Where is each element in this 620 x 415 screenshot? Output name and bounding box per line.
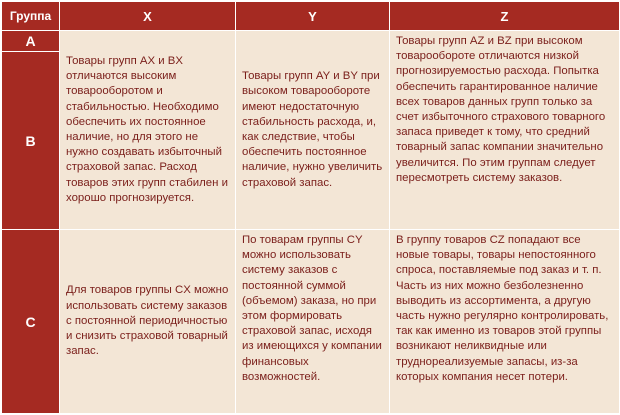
cell-bx bbox=[60, 31, 236, 230]
header-group: Группа bbox=[2, 2, 60, 31]
cell-by-text: Товары групп AY и BY при высоком товарообороте имеют недостаточную стабильность расхода, и, как следствие, чтобы обеспечить постоянное наличие, нужно увеличить страховой запас. bbox=[242, 70, 383, 189]
abc-xyz-matrix bbox=[1, 1, 620, 414]
row-label-a: A bbox=[2, 31, 60, 52]
cell-bz bbox=[390, 31, 620, 230]
row-label-c: C bbox=[2, 230, 60, 414]
cell-cz bbox=[390, 230, 620, 414]
header-z: Z bbox=[390, 2, 620, 31]
cell-cz-text: В группу товаров CZ попадают все новые товары, товары непостоянного спроса, поставляемые под заказ и т. п. Часть из них можно безболезненно выводить из ассортимента, а другую часть нужно регулярно контролировать, так как именно из товаров этой группы возникают неликвидные или труднореализуемые запасы, из-за которых компания несет потери. bbox=[396, 234, 609, 383]
row-label-b: B bbox=[2, 52, 60, 230]
cell-bz-text: Товары групп AZ и BZ при высоком товарообороте отличаются низкой прогнозируемостью расхода. Попытка обеспечить гарантированное наличие всех товаров данных групп только за счет избыточного страхового товарного запаса приведет к тому, что средний товарный запас компании значительно увеличится. По этим группам следует пересмотреть систему заказов. bbox=[396, 35, 606, 184]
row-a bbox=[2, 31, 620, 52]
cell-by bbox=[236, 31, 390, 230]
cell-bx-text: Товары групп AX и BX отличаются высоким товарооборотом и стабильностью. Необходимо обеспечить их постоянное наличие, но для этого не нужно создавать избыточный страховой запас. Расход товаров этих групп стабилен и хорошо прогнозируется. bbox=[66, 54, 228, 204]
cell-cy-text: По товарам группы CY можно использовать систему заказов с постоянной суммой (объемом) заказа, но при этом формировать страховой запас, исходя из имеющихся у компании финансовых возможностей. bbox=[242, 234, 382, 383]
header-row bbox=[2, 2, 620, 31]
header-x: X bbox=[60, 2, 236, 31]
header-y: Y bbox=[236, 2, 390, 31]
row-c bbox=[2, 230, 620, 414]
cell-cy bbox=[236, 230, 390, 414]
cell-cx-text: Для товаров группы CX можно использовать систему заказов с постоянной периодичностью и снизить страховой товарный запас. bbox=[66, 284, 229, 358]
cell-cx bbox=[60, 230, 236, 414]
